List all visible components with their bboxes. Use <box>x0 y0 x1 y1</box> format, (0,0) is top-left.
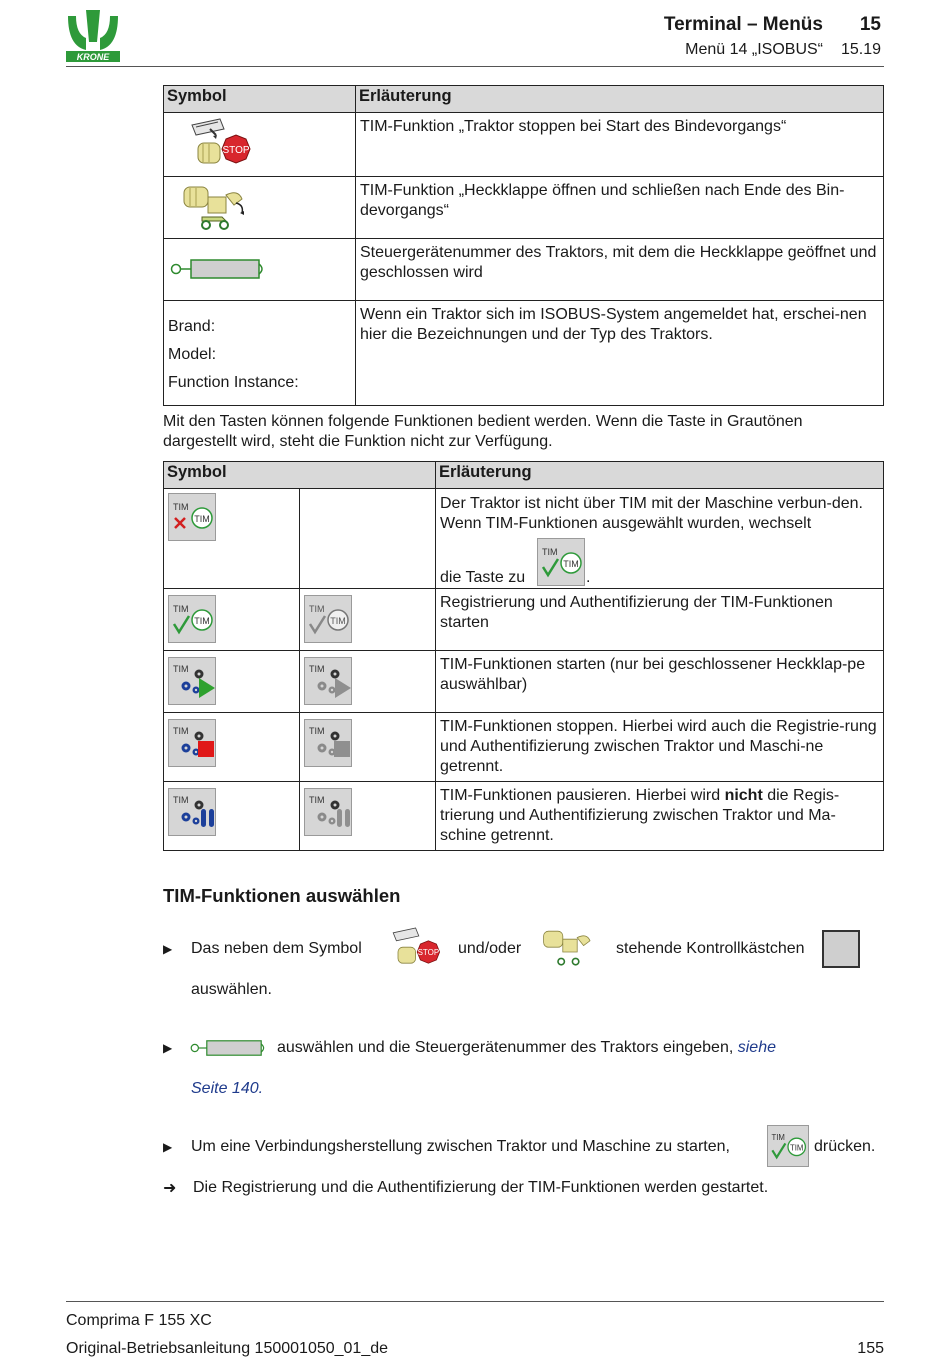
table2-symbol-inactive <box>300 589 436 651</box>
svg-text:TIM: TIM <box>563 559 579 569</box>
tim-start-button-disabled <box>304 657 352 705</box>
control-unit-field-icon <box>190 1038 270 1058</box>
svg-text:TIM: TIM <box>771 1132 785 1142</box>
table2-symbol-inactive <box>300 489 436 589</box>
svg-text:TIM: TIM <box>194 616 210 626</box>
step1-text-a: Das neben dem Symbol <box>191 940 362 957</box>
result-text: Die Registrierung und die Authentifizierung der TIM-Funktionen werden gestartet. <box>193 1179 769 1196</box>
tim-register-button[interactable] <box>168 595 216 643</box>
table2-symbol-active <box>164 489 300 589</box>
tim-not-connected-button <box>168 493 216 541</box>
symbol-table-1 <box>163 85 884 406</box>
table2-symbol-active <box>164 713 300 782</box>
footer-page-number: 155 <box>857 1340 884 1357</box>
step3-text-b: drücken. <box>814 1138 876 1155</box>
header-subtitle: Menü 14 „ISOBUS“ <box>685 41 823 58</box>
table2-symbol-inactive <box>300 782 436 851</box>
svg-text:TIM: TIM <box>789 1143 804 1153</box>
svg-text:TIM: TIM <box>173 604 189 614</box>
header-chapter: 15 <box>859 14 881 35</box>
tim-pause-button[interactable] <box>168 788 216 836</box>
control-unit-field-icon <box>170 257 270 281</box>
table1-row-text: Wenn ein Traktor sich im ISOBUS-System angemeldet hat, erschei-nen hier die Bezeichnungen und der Typ des Traktors. <box>356 301 884 406</box>
svg-text:STOP: STOP <box>222 145 250 156</box>
svg-text:TIM: TIM <box>194 514 210 524</box>
table1-row-symbol <box>164 177 356 239</box>
bullet-icon: ▶ <box>163 1140 173 1154</box>
tim-register-button-inline[interactable] <box>767 1125 809 1167</box>
step2-link-line: Seite 140. <box>191 1080 264 1097</box>
svg-text:TIM: TIM <box>542 547 558 557</box>
svg-text:TIM: TIM <box>309 726 325 736</box>
footer-manual: Original-Betriebsanleitung 150001050_01_de <box>66 1340 389 1357</box>
step1-text-d: auswählen. <box>191 981 272 998</box>
table2-row-text: Der Traktor ist nicht über TIM mit der Maschine verbun-den. Wenn TIM-Funktionen ausgewählt wurden, wechselt die Taste zu TIM TIM . <box>436 489 884 589</box>
svg-text:TIM: TIM <box>173 726 189 736</box>
logo-text: KRONE <box>76 52 110 62</box>
result-arrow-icon: ➜ <box>163 1180 177 1197</box>
svg-text:TIM: TIM <box>309 795 325 805</box>
bullet-icon: ▶ <box>163 1041 173 1055</box>
table1-header-symbol: Symbol <box>164 86 356 113</box>
step1-text-b: und/oder <box>458 940 522 957</box>
svg-text:TIM: TIM <box>330 616 346 626</box>
tim-stop-button-disabled <box>304 719 352 767</box>
tim-register-button-disabled <box>304 595 352 643</box>
function-instance-label: Function Instance: <box>168 374 299 391</box>
svg-text:TIM: TIM <box>309 664 325 674</box>
table1-header-explanation: Erläuterung <box>356 86 884 113</box>
model-label: Model: <box>168 346 217 363</box>
table2-row-text: TIM-Funktionen stoppen. Hierbei wird auch die Registrie-rung und Authentifizierung zwischen Traktor und Maschi-ne getrennt. <box>436 713 884 782</box>
page-link[interactable]: Seite 140 <box>191 1080 259 1097</box>
svg-text:TIM: TIM <box>173 502 189 512</box>
button-table <box>163 461 884 851</box>
krone-logo <box>64 8 122 64</box>
step3-text-a: Um eine Verbindungsherstellung zwischen Traktor und Maschine zu starten, <box>191 1138 730 1155</box>
table1-row-symbol <box>164 113 356 177</box>
header-rule <box>66 66 884 67</box>
tim-stop-button[interactable] <box>168 719 216 767</box>
bullet-icon: ▶ <box>163 942 173 956</box>
tractor-stop-icon <box>188 117 258 171</box>
tim-start-button[interactable] <box>168 657 216 705</box>
table1-row-labels <box>164 301 356 406</box>
table1-row-symbol <box>164 239 356 301</box>
tim-connected-button-inline <box>537 538 585 586</box>
footer-rule <box>66 1301 884 1302</box>
svg-text:STOP: STOP <box>417 948 440 958</box>
step2-text: auswählen und die Steuergerätenummer des Traktors eingeben, siehe <box>277 1039 776 1056</box>
step1-text-c: stehende Kontrollkästchen <box>616 940 805 957</box>
tailgate-open-close-icon <box>182 183 252 233</box>
checkbox[interactable] <box>822 930 860 968</box>
table2-symbol-inactive <box>300 713 436 782</box>
table2-row-text: TIM-Funktionen starten (nur bei geschlossener Heckklap-pe auswählbar) <box>436 651 884 713</box>
table1-row-text: TIM-Funktion „Traktor stoppen bei Start des Bindevorgangs“ <box>356 113 884 177</box>
footer-model: Comprima F 155 XC <box>66 1312 212 1329</box>
svg-text:TIM: TIM <box>173 664 189 674</box>
table2-row-text: Registrierung und Authentifizierung der TIM-Funktionen starten <box>436 589 884 651</box>
table2-header-symbol: Symbol <box>164 462 436 489</box>
table2-symbol-active <box>164 651 300 713</box>
see-link[interactable]: siehe <box>737 1039 776 1056</box>
table2-row-text: TIM-Funktionen pausieren. Hierbei wird nicht die Regis-trierung und Authentifizierung zwischen Traktor und Ma-schine getrennt. <box>436 782 884 851</box>
table2-symbol-inactive <box>300 651 436 713</box>
table1-row-text: Steuergerätenummer des Traktors, mit dem die Heckklappe geöffnet und geschlossen wird <box>356 239 884 301</box>
table2-symbol-active <box>164 782 300 851</box>
intro-paragraph: Mit den Tasten können folgende Funktionen bedient werden. Wenn die Taste in Grautönen dargestellt wird, steht die Funktion nicht zur Verfügung. <box>163 413 803 450</box>
svg-text:TIM: TIM <box>309 604 325 614</box>
table2-symbol-active <box>164 589 300 651</box>
header-title: Terminal – Menüs <box>663 14 823 35</box>
table1-row-text: TIM-Funktion „Heckklappe öffnen und schließen nach Ende des Bin-devorgangs“ <box>356 177 884 239</box>
section-heading: TIM-Funktionen auswählen <box>163 885 401 906</box>
svg-text:TIM: TIM <box>173 795 189 805</box>
tractor-stop-icon <box>390 926 446 970</box>
header-section: 15.19 <box>840 41 881 58</box>
brand-label: Brand: <box>168 318 216 335</box>
table2-header-explanation: Erläuterung <box>436 462 884 489</box>
tailgate-open-close-icon <box>542 928 598 968</box>
tim-pause-button-disabled <box>304 788 352 836</box>
